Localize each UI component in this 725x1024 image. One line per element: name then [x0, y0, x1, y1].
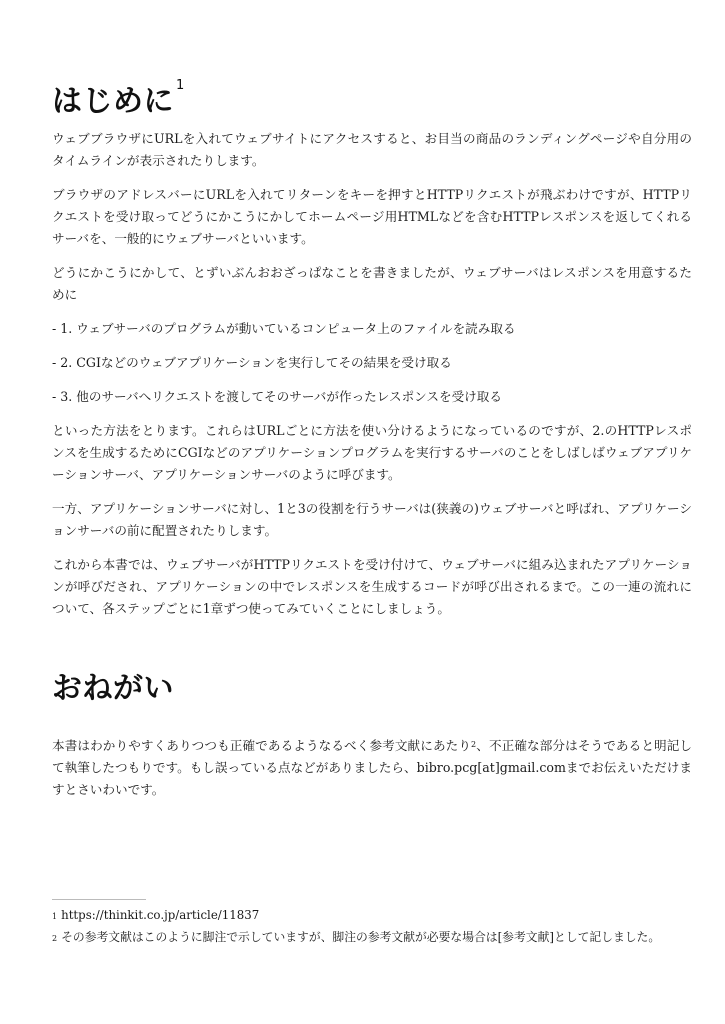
intro-paragraph: どうにかこうにかして、とずいぶんおおざっぱなことを書きましたが、ウェブサーバはレスポンスを用意するために	[52, 265, 692, 302]
intro-paragraph: 一方、アプリケーションサーバに対し、1と3の役割を行うサーバは(狭義の)ウェブサーバと呼ばれ、アプリケーションサーバの前に配置されたりします。	[52, 501, 692, 538]
request-paragraph	[52, 735, 692, 801]
heading-introduction-text: はじめに	[52, 84, 174, 119]
footnote-link[interactable]: https://thinkit.co.jp/article/11837	[61, 908, 260, 922]
request-text-before: 本書はわかりやすくありつつも正確であるようなるべく参考文献にあたり	[52, 738, 472, 753]
footnote-1	[52, 904, 702, 926]
footnote-text: その参考文献はこのように脚注で示していますが、脚注の参考文献が必要な場合は[参考文献]として記しました。	[61, 930, 661, 944]
footnote-number: 2	[52, 934, 58, 943]
footnote-number: 1	[52, 912, 58, 921]
introduction-section	[52, 128, 692, 632]
list-item: - 3. 他のサーバへリクエストを渡してそのサーバが作ったレスポンスを受け取る	[52, 389, 502, 404]
intro-paragraph: ブラウザのアドレスバーにURLを入れてリターンをキーを押すとHTTPリクエストが飛ぶわけですが、HTTPリクエストを受け取ってどうにかこうにかしてホームページ用HTMLなどを含むHTTPレスポンスを返してくれるサーバを、一般的にウェブサーバといいます。	[52, 187, 692, 246]
heading-introduction	[52, 76, 185, 120]
footnote-ref-2[interactable]: 2	[471, 740, 477, 749]
intro-paragraph: これから本書では、ウェブサーバがHTTPリクエストを受け付けて、ウェブサーバに組み込まれたアプリケーションが呼びだされ、アプリケーションの中でレスポンスを生成するコードが呼び出されるまで。この一連の流れについて、各ステップごとに1章ずつ使ってみていくことにしましょう。	[52, 557, 692, 616]
list-item: - 2. CGIなどのウェブアプリケーションを実行してその結果を受け取る	[52, 355, 452, 370]
footnote-ref-1[interactable]: 1	[176, 78, 185, 93]
heading-request: おねがい	[52, 671, 174, 706]
request-section	[52, 735, 692, 813]
footnotes	[52, 904, 702, 948]
request-text-after: 、不正確な部分はそうであると明記して執筆したつもりです。もし誤っている点などがありましたら、bibro.pcg[at]gmail.comまでお伝えいただけますとさいわいです。	[52, 738, 693, 797]
intro-paragraph: ウェブブラウザにURLを入れてウェブサイトにアクセスすると、お目当の商品のランディングページや自分用のタイムラインが表示されたりします。	[52, 131, 692, 168]
footnote-2	[52, 926, 702, 948]
footnote-divider	[52, 899, 146, 900]
intro-paragraph: といった方法をとります。これらはURLごとに方法を使い分けるようになっているのですが、2.のHTTPレスポンスを生成するためにCGIなどのアプリケーションプログラムを実行するサーバのことをしばしばウェブアプリケーションサーバ、アプリケーションサーバのように呼びます。	[52, 423, 692, 482]
list-item: - 1. ウェブサーバのプログラムが動いているコンピュータ上のファイルを読み取る	[52, 321, 516, 336]
